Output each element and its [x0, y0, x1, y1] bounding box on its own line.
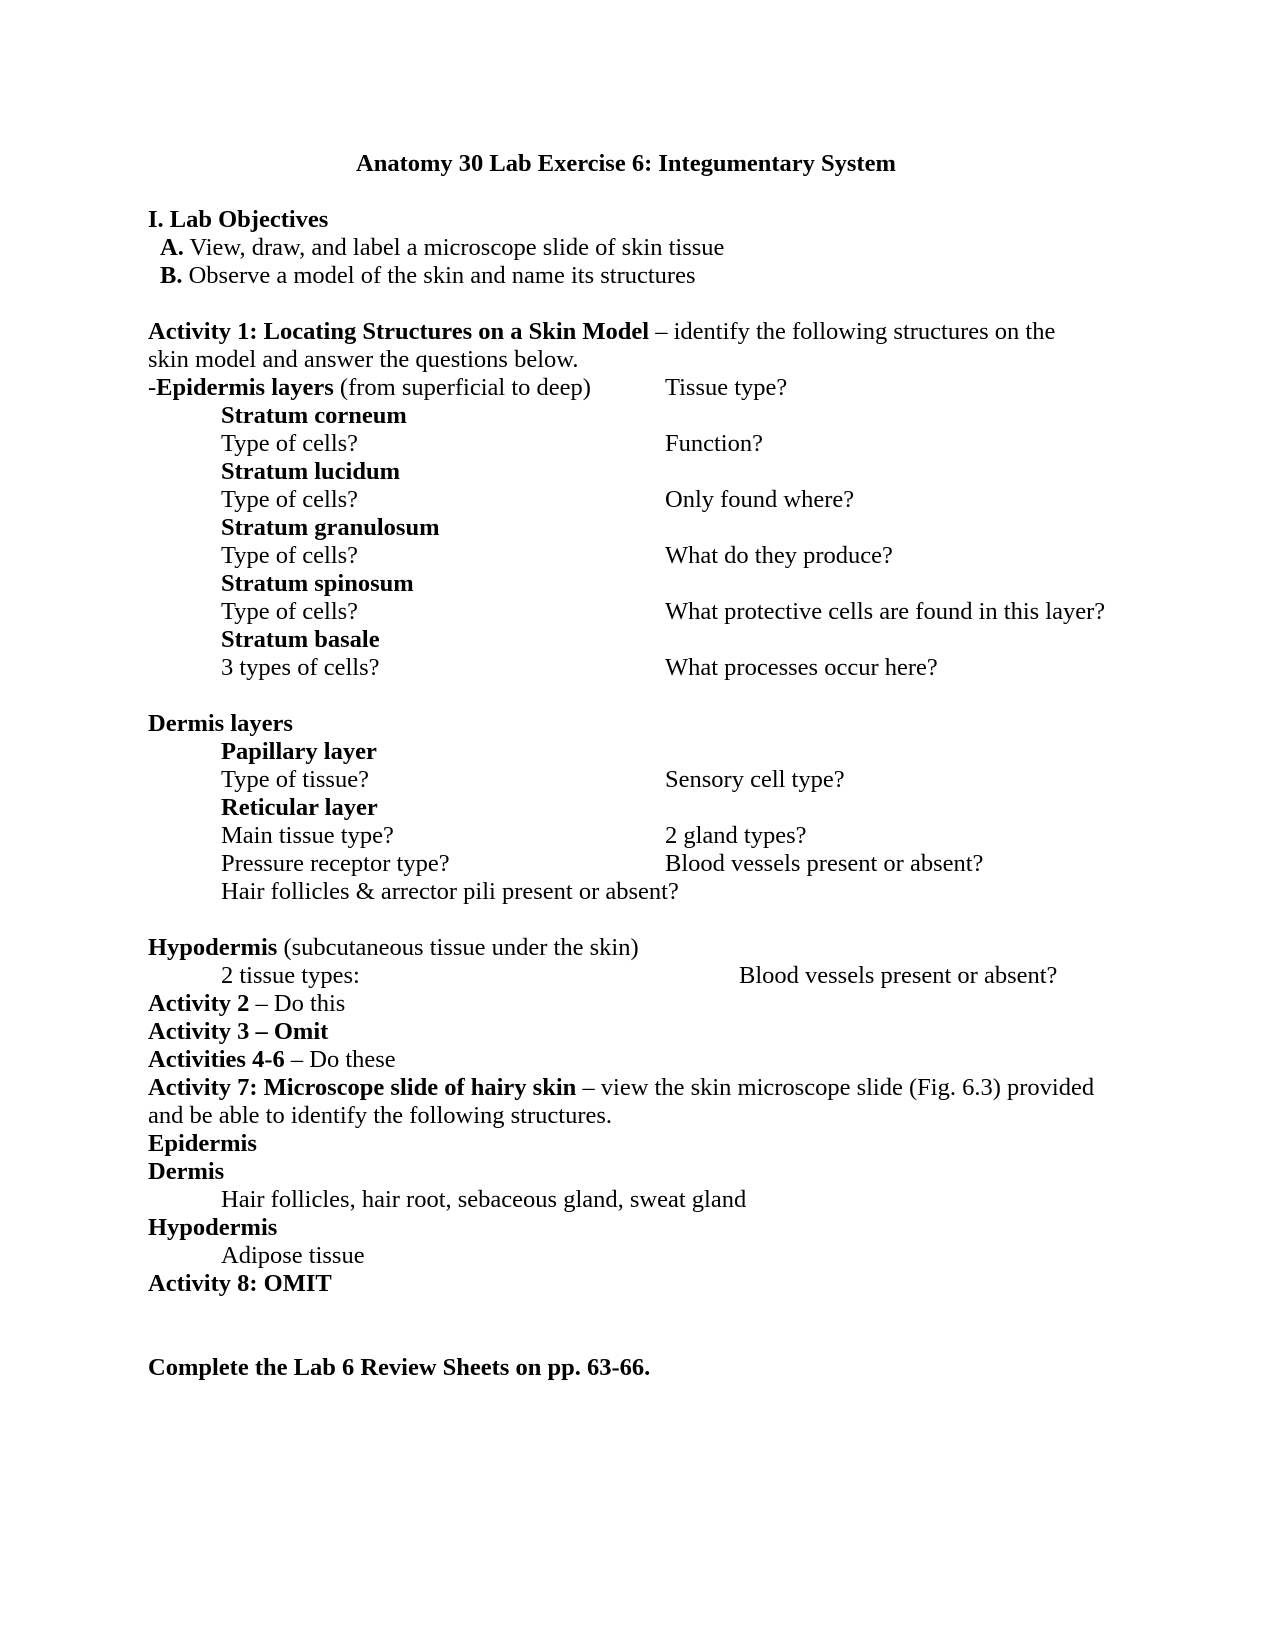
papillary-question-right: Sensory cell type?: [665, 766, 845, 793]
layer-name: Stratum lucidum: [221, 458, 401, 485]
layer-question-right: Only found where?: [665, 486, 855, 513]
layer-question-right: What protective cells are found in this layer?: [665, 598, 1106, 625]
activities46-line: [148, 1046, 396, 1074]
activity7-line2: and be able to identify the following structures.: [148, 1102, 613, 1129]
objective-a-text: View, draw, and label a microscope slide of skin tissue: [183, 234, 725, 261]
layer-question-left: Type of cells?: [221, 486, 359, 513]
activity1-line2: skin model and answer the questions below.: [148, 346, 579, 373]
activity7-line1: [148, 1074, 1094, 1102]
hypodermis-question-left: 2 tissue types:: [221, 962, 360, 989]
activity1-label: Activity 1: Locating Structures on a Skin Model: [148, 318, 650, 345]
hypodermis-note: (subcutaneous tissue under the skin): [277, 934, 639, 961]
objectives-heading: I. Lab Objectives: [148, 206, 329, 233]
layer-question-right: What do they produce?: [665, 542, 893, 569]
layer-question-left: Type of cells?: [221, 430, 359, 457]
activity2-text: – Do this: [249, 990, 346, 1017]
layer-question-left: Type of cells?: [221, 598, 359, 625]
activity7-epidermis: Epidermis: [148, 1130, 257, 1157]
epidermis-heading: Epidermis layers: [156, 374, 334, 401]
activities46-text: – Do these: [284, 1046, 396, 1073]
reticular-question-left: Main tissue type?: [221, 822, 394, 849]
reticular-layer: Reticular layer: [221, 794, 378, 821]
epidermis-note: (from superficial to deep): [333, 374, 591, 401]
objective-b-letter: B.: [160, 262, 183, 289]
activity3-line: Activity 3 – Omit: [148, 1018, 329, 1045]
hypodermis-heading-line: [148, 934, 639, 962]
objective-a-letter: A.: [160, 234, 184, 261]
activity1-desc: – identify the following structures on the: [649, 318, 1056, 345]
activity1-line1: [148, 318, 1055, 346]
closing-instruction: Complete the Lab 6 Review Sheets on pp. 63-66.: [148, 1354, 651, 1381]
layer-name: Stratum spinosum: [221, 570, 414, 597]
epidermis-tissue-question: Tissue type?: [665, 374, 788, 401]
papillary-question-left: Type of tissue?: [221, 766, 369, 793]
activity7-label: Activity 7: Microscope slide of hairy skin: [148, 1074, 577, 1101]
reticular-question-right: 2 gland types?: [665, 822, 807, 849]
papillary-layer: Papillary layer: [221, 738, 377, 765]
layer-question-right: Function?: [665, 430, 763, 457]
activity7-hypodermis-items: Adipose tissue: [221, 1242, 365, 1269]
hypodermis-question-right: Blood vessels present or absent?: [739, 962, 1058, 989]
reticular-question-left: Pressure receptor type?: [221, 850, 450, 877]
objective-b-text: Observe a model of the skin and name its structures: [182, 262, 696, 289]
layer-question-right: What processes occur here?: [665, 654, 938, 681]
layer-name: Stratum corneum: [221, 402, 407, 429]
activity7-desc: – view the skin microscope slide (Fig. 6.3) provided: [576, 1074, 1095, 1101]
activity8-line: Activity 8: OMIT: [148, 1270, 332, 1297]
layer-question-left: 3 types of cells?: [221, 654, 380, 681]
activity7-dermis: Dermis: [148, 1158, 225, 1185]
page-title: Anatomy 30 Lab Exercise 6: Integumentary System: [356, 150, 896, 177]
activity7-hypodermis: Hypodermis: [148, 1214, 278, 1241]
hypodermis-heading: Hypodermis: [148, 934, 278, 961]
epidermis-heading-line: [148, 374, 591, 402]
dermis-heading: Dermis layers: [148, 710, 293, 737]
activity7-dermis-items: Hair follicles, hair root, sebaceous gland, sweat gland: [221, 1186, 747, 1213]
activity2-label: Activity 2: [148, 990, 250, 1017]
layer-name: Stratum basale: [221, 626, 380, 653]
reticular-question-hair: Hair follicles & arrector pili present or absent?: [221, 878, 679, 905]
reticular-question-right: Blood vessels present or absent?: [665, 850, 984, 877]
objective-b: [160, 262, 695, 290]
activities46-label: Activities 4-6: [148, 1046, 285, 1073]
epidermis-prefix: -: [148, 374, 157, 401]
layer-question-left: Type of cells?: [221, 542, 359, 569]
activity2-line: [148, 990, 345, 1018]
objective-a: [160, 234, 724, 262]
layer-name: Stratum granulosum: [221, 514, 440, 541]
